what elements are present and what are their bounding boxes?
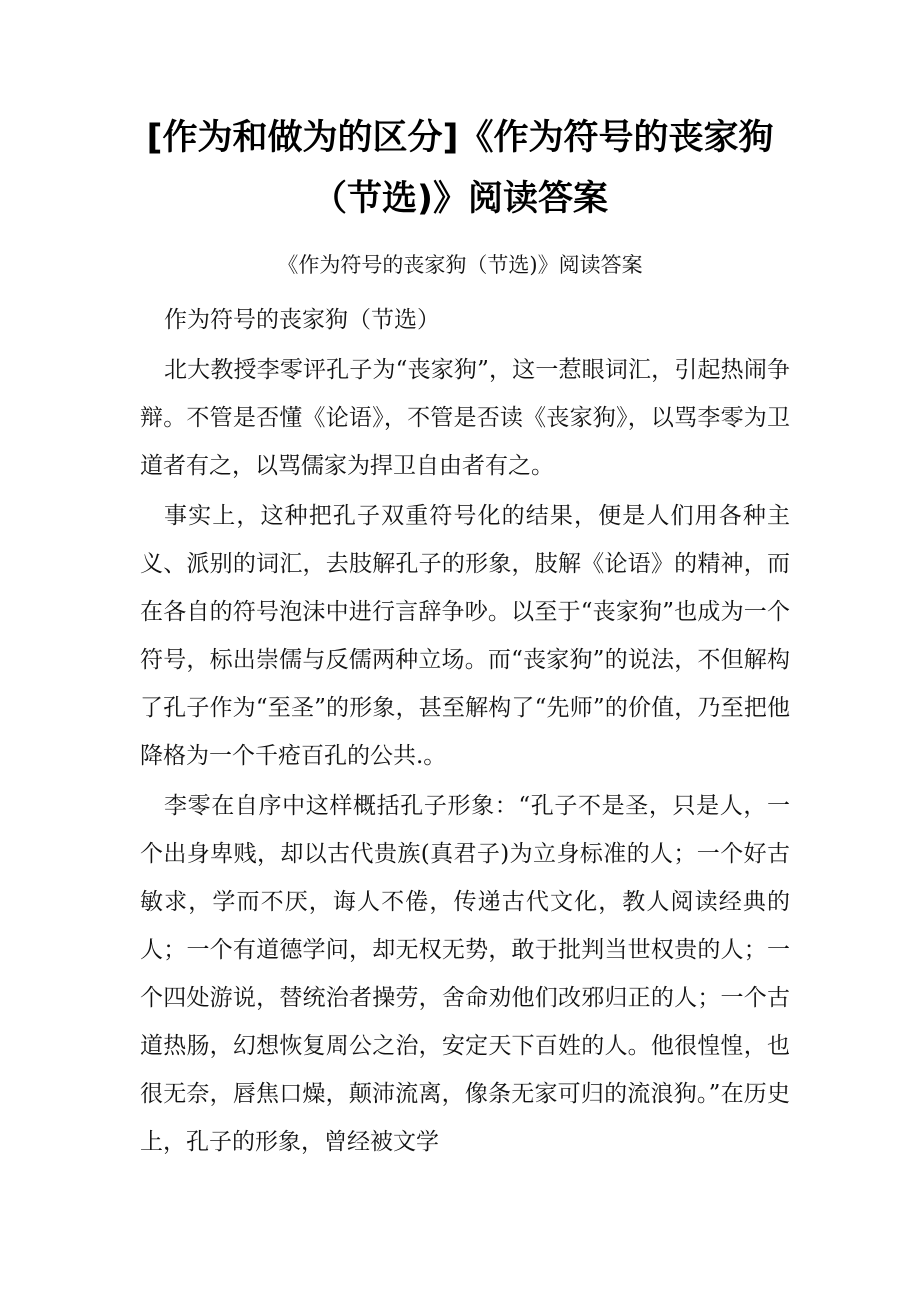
document-body bbox=[140, 296, 790, 1166]
document-subtitle: 《作为符号的丧家狗（节选)》阅读答案 bbox=[277, 253, 643, 277]
paragraph: 李零在自序中这样概括孔子形象：“孔子不是圣，只是人，一个出身卑贱，却以古代贵族(真君子)为立身标准的人；一个好古敏求，学而不厌，诲人不倦，传递古代文化，教人阅读经典的人；一个有道德学问，却无权无势，敢于批判当世权贵的人；一个四处游说，替统治者操劳，舍命劝他们改邪归正的人；一个古道热肠，幻想恢复周公之治，安定天下百姓的人。他很惶惶，也很无奈，唇焦口燥，颠沛流离，像条无家可归的流浪狗。”在历史上，孔子的形象，曾经被文学 bbox=[140, 793, 790, 1155]
document-title-line-2: （节选)》阅读答案 bbox=[312, 179, 608, 219]
paragraph: 事实上，这种把孔子双重符号化的结果，便是人们用各种主义、派别的词汇，去肢解孔子的形象，肢解《论语》的精神，而在各自的符号泡沫中进行言辞争吵。以至于“丧家狗”也成为一个符号，标出崇儒与反儒两种立场。而“丧家狗”的说法，不但解构了孔子作为“至圣”的形象，甚至解构了“先师”的价值，乃至把他降格为一个千疮百孔的公共.。 bbox=[140, 503, 790, 769]
paragraph: 北大教授李零评孔子为“丧家狗”，这一惹眼词汇，引起热闹争辩。不管是否懂《论语》，不管是否读《丧家狗》，以骂李零为卫道者有之，以骂儒家为捍卫自由者有之。 bbox=[140, 357, 790, 479]
document-title-line-1: [作为和做为的区分]《作为符号的丧家狗 bbox=[146, 118, 774, 158]
paragraph-heading: 作为符号的丧家狗（节选） bbox=[164, 307, 440, 333]
